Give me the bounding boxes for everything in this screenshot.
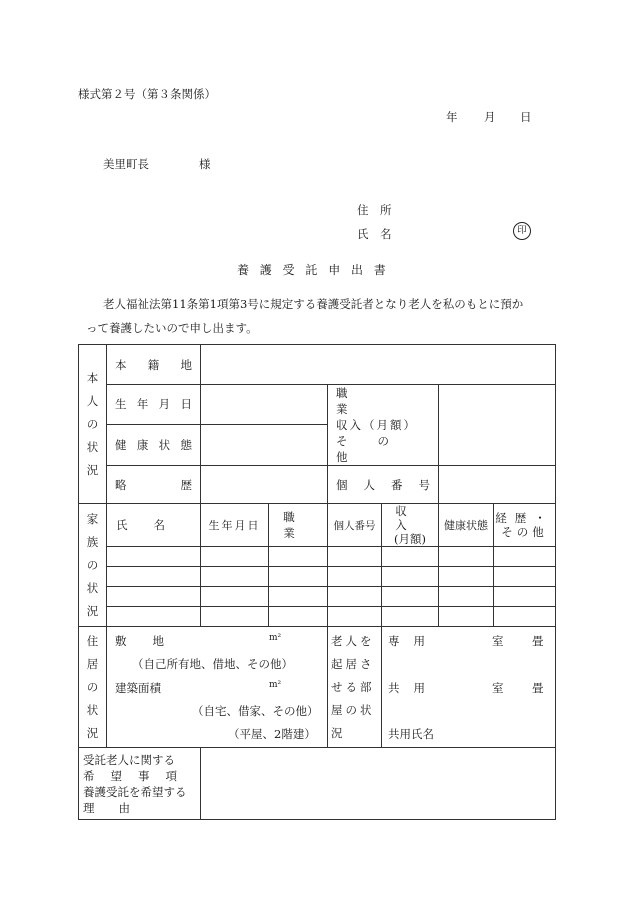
date-month: 月 [484, 110, 496, 124]
occupation-income-label: 職業 収入（月額） その他 [328, 385, 439, 466]
addressee-honorific: 様 [199, 157, 211, 171]
family-header-health: 健康状態 [439, 504, 494, 547]
document-title: 養護受託申出書 [237, 263, 397, 277]
date-day: 日 [520, 110, 532, 124]
family-row[interactable] [79, 567, 556, 587]
room-status-details[interactable] [382, 627, 556, 748]
name-label: 氏 名 [357, 227, 392, 241]
family-header-history: 経歴・ その他 [494, 504, 556, 547]
date-year: 年 [446, 110, 458, 124]
shared-mat-label: 室 [492, 681, 504, 695]
family-header-personal-number: 個人番号 [328, 504, 382, 547]
health-field[interactable] [201, 424, 328, 465]
birthdate-field[interactable] [201, 385, 328, 425]
history-field[interactable] [201, 466, 328, 504]
residence-section-label: 住居の状況 [79, 627, 107, 748]
residence-details[interactable] [107, 627, 328, 748]
form-number: 様式第２号（第３条関係） [78, 87, 216, 101]
site-options: （自己所有地、借地、その他） [132, 657, 293, 671]
family-row[interactable] [79, 607, 556, 627]
wishes-field[interactable] [201, 748, 556, 820]
building-unit: m² [269, 680, 282, 690]
shared-mat-unit: 畳 [532, 681, 544, 695]
building-options: （自宅、借家、その他） [192, 704, 319, 718]
family-header-name: 氏名 [107, 504, 201, 547]
room-status-label: 老人を起居させる部屋の状況 [328, 627, 382, 748]
intro-text-line1: 老人福祉法第11条第1項第3号に規定する養護受託者となり老人を私のもとに預か [103, 297, 524, 311]
birthdate-label: 生 年 月 日 [107, 385, 201, 425]
family-row[interactable] [79, 547, 556, 567]
family-header-occupation: 職業 [269, 504, 328, 547]
site-label: 敷地 [115, 634, 190, 648]
application-form-table [78, 344, 555, 820]
building-label: 建築面積 [115, 681, 161, 695]
health-label: 健 康 状 態 [107, 424, 201, 465]
wishes-label: 受託老人に関する 希望事項 養護受託を希望する 理由 [79, 748, 201, 820]
family-row[interactable] [79, 587, 556, 607]
family-section-label: 家族の状況 [79, 504, 107, 627]
addressee-name: 美里町長 [103, 157, 149, 171]
history-label: 略 歴 [107, 466, 201, 504]
family-header-income: 収入 (月額) [382, 504, 439, 547]
room-shared: 共用 [388, 681, 439, 695]
intro-text-line2: って養護したいので申し出ます。 [86, 321, 258, 335]
site-unit: m² [269, 633, 282, 643]
building-type: （平屋、2階建） [228, 727, 316, 741]
personal-number-field[interactable] [439, 466, 556, 504]
self-section-label: 本人の状況 [79, 345, 107, 504]
room-exclusive: 専用 [388, 634, 439, 648]
domicile-label: 本 籍 地 [107, 345, 201, 385]
domicile-field[interactable] [201, 345, 556, 385]
occupation-income-field[interactable] [439, 385, 556, 466]
family-header-birthdate: 生年月日 [201, 504, 269, 547]
exclusive-mat-unit: 畳 [532, 634, 544, 648]
address-label: 住 所 [357, 203, 392, 217]
exclusive-mat-label: 室 [492, 634, 504, 648]
shared-name-label: 共用氏名 [388, 727, 434, 741]
personal-number-label: 個 人 番 号 [328, 466, 439, 504]
seal-mark: 印 [513, 222, 531, 240]
